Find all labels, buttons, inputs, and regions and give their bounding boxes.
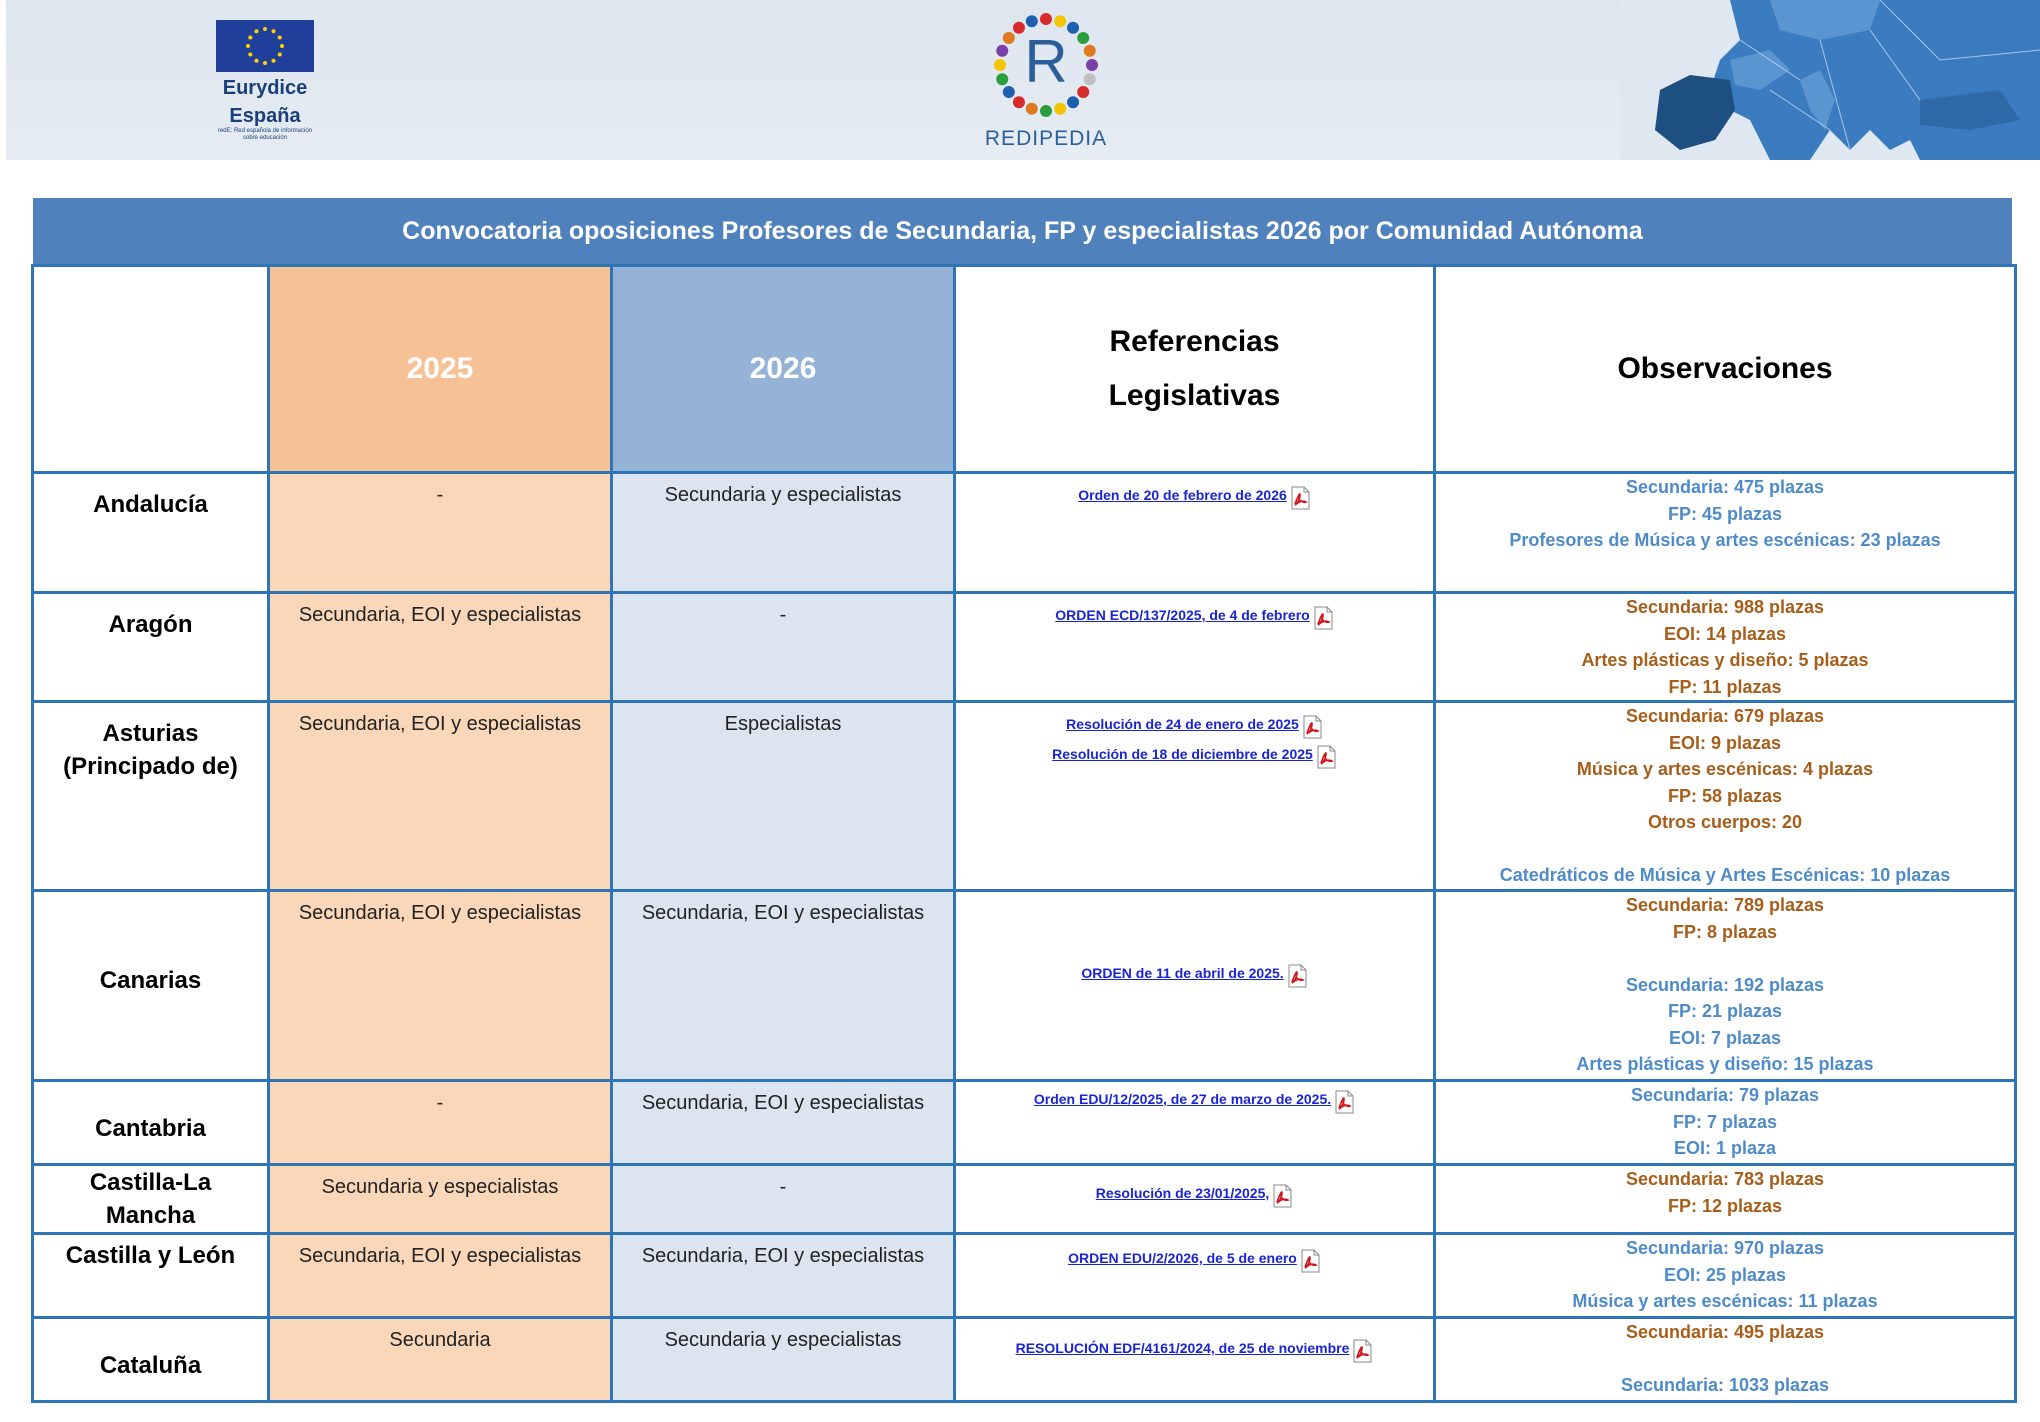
- cell-2025: [269, 891, 612, 1081]
- convocatoria-2026: -: [779, 1176, 787, 1198]
- table-row: [33, 1081, 2016, 1165]
- observacion-line: FP: 12 plazas: [1667, 1195, 1783, 1216]
- convocatoria-2025: Secundaria: [389, 1329, 491, 1351]
- observacion-line: Otros cuerpos: 20: [1647, 812, 1803, 832]
- observacion-line: Profesores de Música y artes escénicas: 23 plazas: [1509, 530, 1941, 550]
- eurydice-name-line2: España: [229, 105, 301, 127]
- cell-2025: [269, 1165, 612, 1234]
- cell-referencias: [955, 702, 1435, 891]
- pdf-icon: [1351, 1339, 1373, 1363]
- cell-2025: [269, 593, 612, 702]
- comunidad-name: Asturias: [102, 720, 199, 747]
- page-header: [6, 0, 2040, 160]
- convocatoria-2026: Secundaria, EOI y especialistas: [641, 1092, 925, 1114]
- cell-referencias: [955, 593, 1435, 702]
- eurydice-subtitle-line1: redE: Red española de información: [217, 128, 313, 134]
- cell-comunidad: [33, 473, 269, 593]
- pdf-icon: [1286, 964, 1308, 988]
- convocatoria-2026: Secundaria y especialistas: [664, 1329, 902, 1351]
- legislative-reference-link[interactable]: [1068, 1243, 1321, 1273]
- legislative-reference-link[interactable]: [1034, 1084, 1355, 1114]
- cell-2026: [612, 473, 955, 593]
- cell-observaciones: [1435, 593, 2016, 702]
- pdf-icon: [1289, 486, 1311, 510]
- cell-2026: [612, 891, 955, 1081]
- table-row: [33, 593, 2016, 702]
- table-row: [33, 1234, 2016, 1318]
- cell-2026: [612, 1318, 955, 1402]
- observacion-line: FP: 45 plazas: [1667, 503, 1783, 524]
- cell-2025: [269, 1234, 612, 1318]
- observacion-line: Secundaria: 192 plazas: [1625, 974, 1825, 995]
- convocatoria-2025: -: [436, 1092, 444, 1114]
- convocatoria-2025: Secundaria, EOI y especialistas: [298, 713, 582, 735]
- observacion-line: Secundaria: 679 plazas: [1625, 706, 1825, 726]
- convocatoria-2026: Secundaria y especialistas: [664, 484, 902, 506]
- comunidad-name: Castilla-La: [89, 1169, 212, 1196]
- cell-observaciones: [1435, 473, 2016, 593]
- observacion-line: Secundaria: 789 plazas: [1625, 895, 1825, 915]
- legislative-reference-link[interactable]: [1096, 1178, 1294, 1208]
- reference-text: Orden EDU/12/2025, de 27 de marzo de 2025.: [1033, 1091, 1332, 1107]
- observacion-line: EOI: 14 plazas: [1663, 623, 1787, 644]
- cell-observaciones: [1435, 1234, 2016, 1318]
- convocatoria-2025: Secundaria y especialistas: [321, 1176, 559, 1198]
- europe-map-icon: [1620, 0, 2040, 160]
- comunidad-name: Andalucía: [93, 491, 208, 518]
- observacion-line: FP: 8 plazas: [1672, 921, 1778, 942]
- cell-referencias: [955, 1165, 1435, 1234]
- cell-observaciones: [1435, 1165, 2016, 1234]
- legislative-reference-link[interactable]: [1081, 958, 1307, 988]
- observacion-line: Catedráticos de Música y Artes Escénicas: 10 plazas: [1499, 865, 1951, 885]
- observacion-line: Música y artes escénicas: 4 plazas: [1576, 759, 1874, 779]
- cell-comunidad: [33, 1234, 269, 1318]
- cell-observaciones: [1435, 891, 2016, 1081]
- redipedia-logo[interactable]: [981, 10, 1111, 151]
- comunidad-name: (Principado de): [63, 753, 238, 780]
- cell-2025: [269, 1081, 612, 1165]
- observacion-line: EOI: 7 plazas: [1668, 1027, 1782, 1048]
- header-referencias: [955, 266, 1435, 473]
- table-row: [33, 1318, 2016, 1402]
- header-referencias-line2: Legislativas: [1108, 379, 1281, 412]
- cell-referencias: [955, 1234, 1435, 1318]
- legislative-reference-link[interactable]: [1066, 709, 1323, 739]
- observacion-line: Secundaria: 988 plazas: [1625, 597, 1825, 617]
- pdf-icon: [1312, 606, 1334, 630]
- cell-comunidad: [33, 891, 269, 1081]
- convocatoria-table: [31, 264, 2017, 1403]
- pdf-icon: [1301, 715, 1323, 739]
- header-2026: 2026: [612, 266, 955, 473]
- redipedia-name: REDIPEDIA: [984, 127, 1108, 150]
- table-row: [33, 891, 2016, 1081]
- reference-text: ORDEN ECD/137/2025, de 4 de febrero: [1055, 607, 1310, 623]
- convocatoria-2026: Secundaria, EOI y especialistas: [641, 902, 925, 924]
- pdf-icon: [1315, 745, 1337, 769]
- observacion-line: Secundaria: 970 plazas: [1625, 1238, 1825, 1258]
- cell-2025: [269, 702, 612, 891]
- comunidad-name: Cantabria: [95, 1115, 206, 1142]
- cell-comunidad: [33, 593, 269, 702]
- cell-referencias: [955, 473, 1435, 593]
- cell-comunidad: [33, 702, 269, 891]
- observacion-line: Secundaria: 1033 plazas: [1620, 1375, 1830, 1395]
- reference-text: ORDEN de 11 de abril de 2025.: [1081, 965, 1284, 981]
- reference-text: Resolución de 18 de diciembre de 2025: [1052, 746, 1313, 762]
- cell-observaciones: [1435, 1318, 2016, 1402]
- cell-2025: [269, 473, 612, 593]
- table-header-row: [33, 266, 2016, 473]
- comunidad-name: Castilla y León: [65, 1242, 236, 1269]
- eurydice-logo[interactable]: [202, 20, 328, 142]
- header-observaciones-text: Observaciones: [1617, 352, 1833, 385]
- convocatoria-2025: -: [436, 484, 444, 506]
- cell-2026: [612, 1165, 955, 1234]
- convocatoria-2026: -: [779, 604, 787, 626]
- convocatoria-2026: Secundaria, EOI y especialistas: [641, 1245, 925, 1267]
- convocatoria-2026: Especialistas: [724, 713, 842, 735]
- eurydice-subtitle-line2: sobre educación: [242, 135, 288, 141]
- cell-observaciones: [1435, 1081, 2016, 1165]
- cell-2026: [612, 1234, 955, 1318]
- observacion-line: FP: 7 plazas: [1672, 1111, 1778, 1132]
- observacion-line: Secundaria: 79 plazas: [1630, 1085, 1820, 1105]
- observacion-line: Secundaria: 495 plazas: [1625, 1322, 1825, 1342]
- cell-comunidad: [33, 1165, 269, 1234]
- cell-referencias: [955, 891, 1435, 1081]
- header-observaciones: [1435, 266, 2016, 473]
- observacion-line: FP: 58 plazas: [1667, 785, 1783, 806]
- convocatoria-2025: Secundaria, EOI y especialistas: [298, 604, 582, 626]
- observacion-line: Artes plásticas y diseño: 5 plazas: [1581, 650, 1869, 670]
- cell-2025: [269, 1318, 612, 1402]
- cell-referencias: [955, 1318, 1435, 1402]
- cell-comunidad: [33, 1318, 269, 1402]
- comunidad-name: Cataluña: [99, 1352, 202, 1379]
- redipedia-ring-icon: [991, 10, 1101, 120]
- header-ca: [33, 266, 269, 473]
- table-row: [33, 1165, 2016, 1234]
- header-referencias-line1: Referencias: [1109, 325, 1280, 358]
- table-row: [33, 702, 2016, 891]
- observacion-line: EOI: 25 plazas: [1663, 1264, 1787, 1285]
- table-row: [33, 473, 2016, 593]
- comunidad-name: Aragón: [108, 611, 193, 638]
- cell-2026: [612, 1081, 955, 1165]
- observacion-line: Secundaria: 475 plazas: [1625, 477, 1825, 497]
- legislative-reference-link[interactable]: [1052, 739, 1337, 769]
- pdf-icon: [1271, 1184, 1293, 1208]
- observacion-line: FP: 11 plazas: [1668, 676, 1782, 697]
- table-title: Convocatoria oposiciones Profesores de Secundaria, FP y especialistas 2026 por Comunidad Autónoma: [33, 198, 2012, 264]
- observacion-line: Música y artes escénicas: 11 plazas: [1572, 1291, 1878, 1311]
- eurydice-name-line1: Eurydice: [222, 77, 308, 99]
- observacion-line: FP: 21 plazas: [1667, 1001, 1783, 1021]
- comunidad-name: Mancha: [105, 1202, 196, 1229]
- legislative-reference-link[interactable]: [1055, 600, 1333, 630]
- redipedia-letter: R: [1024, 28, 1068, 95]
- reference-text: Orden de 20 de febrero de 2026: [1078, 487, 1287, 503]
- cell-observaciones: [1435, 702, 2016, 891]
- convocatoria-2025: Secundaria, EOI y especialistas: [298, 1245, 582, 1267]
- observacion-line: EOI: 1 plaza: [1673, 1138, 1777, 1158]
- comunidad-name: Canarias: [99, 967, 202, 994]
- header-2025: 2025: [269, 266, 612, 473]
- pdf-icon: [1333, 1090, 1355, 1114]
- reference-text: ORDEN EDU/2/2026, de 5 de enero: [1068, 1250, 1297, 1266]
- cell-2026: [612, 593, 955, 702]
- observacion-line: Secundaria: 783 plazas: [1625, 1169, 1825, 1189]
- cell-referencias: [955, 1081, 1435, 1165]
- legislative-reference-link[interactable]: [1078, 480, 1311, 510]
- reference-text: Resolución de 23/01/2025,: [1095, 1185, 1270, 1201]
- reference-text: Resolución de 24 de enero de 2025: [1066, 716, 1299, 732]
- cell-comunidad: [33, 1081, 269, 1165]
- eu-flag-icon: [216, 20, 314, 72]
- observacion-line: EOI: 9 plazas: [1668, 732, 1782, 753]
- observacion-line: Artes plásticas y diseño: 15 plazas: [1576, 1054, 1874, 1074]
- pdf-icon: [1299, 1249, 1321, 1273]
- cell-2026: [612, 702, 955, 891]
- convocatoria-2025: Secundaria, EOI y especialistas: [298, 902, 582, 924]
- legislative-reference-link[interactable]: [1016, 1333, 1374, 1363]
- reference-text: RESOLUCIÓN EDF/4161/2024, de 25 de noviembre: [1015, 1340, 1350, 1356]
